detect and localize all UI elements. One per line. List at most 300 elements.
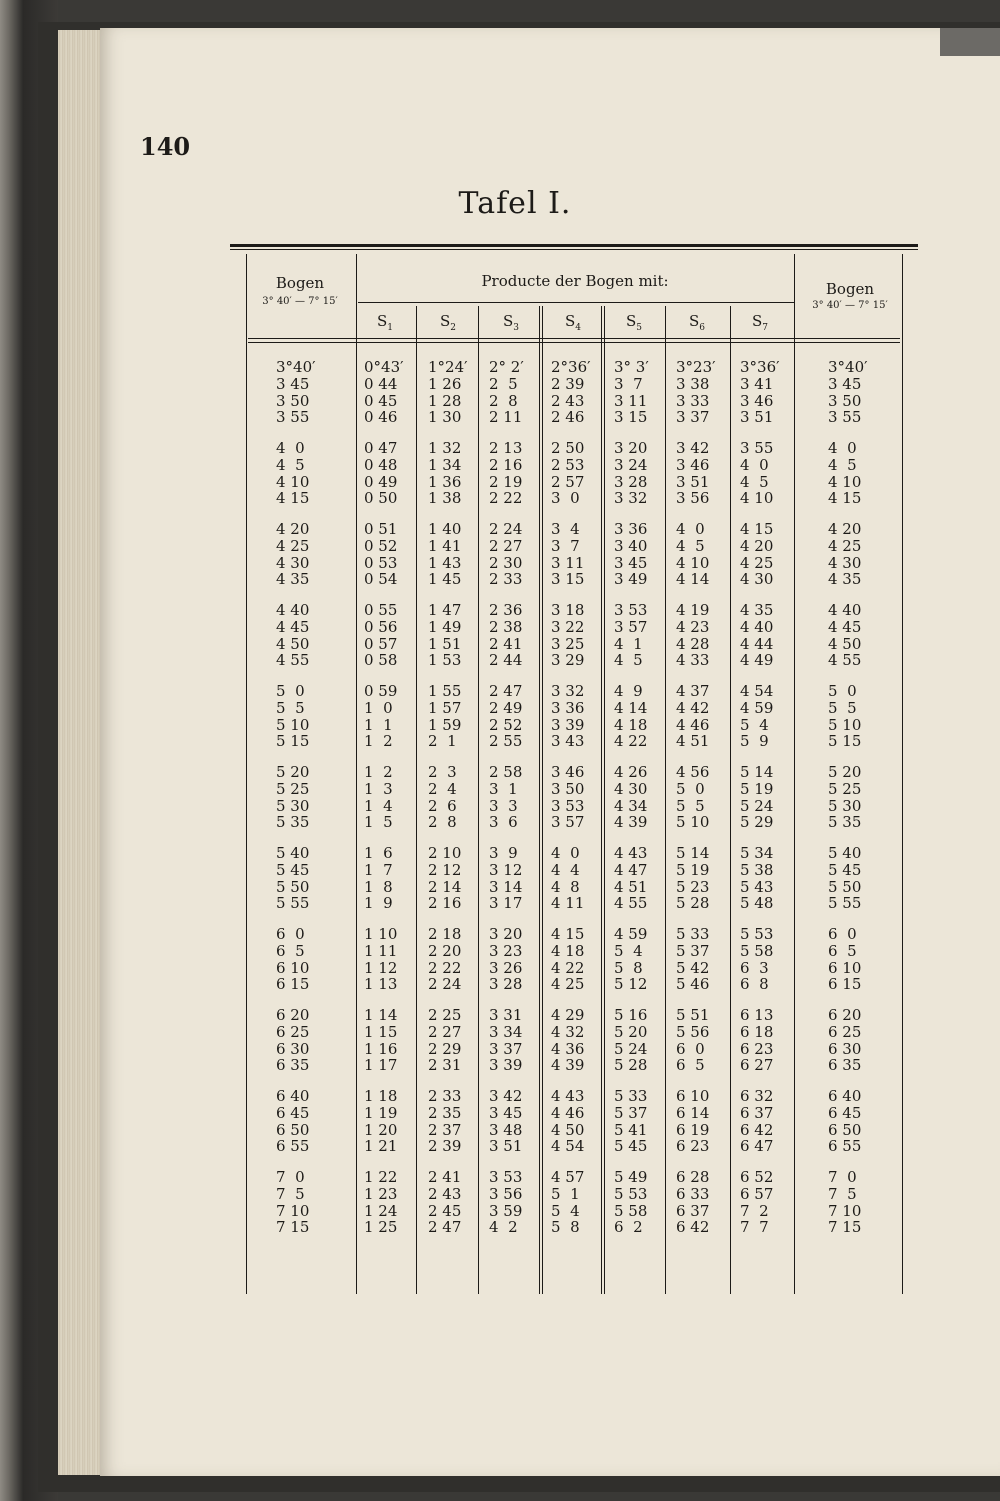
table-cell-bogen-right: 5 55 (828, 894, 862, 913)
table-cell-bogen-right: 6 10 (828, 958, 862, 977)
table-cell-s1: 1 12 (364, 958, 398, 977)
table-cell-s2: 2 12 (428, 860, 462, 879)
table-cell-s4: 3 25 (551, 634, 585, 653)
table-cell-s3: 2 58 (489, 763, 523, 781)
table-cell-s3: 2 8 (489, 391, 518, 410)
table-cell-s6: 3 42 (676, 439, 710, 457)
table-cell-s2: 2 22 (428, 958, 462, 977)
table-cell-s6: 6 33 (676, 1184, 710, 1203)
table-cell-s3: 3 28 (489, 975, 523, 994)
table-cell-s1: 1 17 (364, 1056, 398, 1075)
table-cell-s3: 3 3 (489, 796, 518, 815)
table-cell-s3: 3 12 (489, 860, 523, 879)
table-cell-bogen: 5 35 (276, 813, 310, 832)
table-cell-s6: 4 23 (676, 617, 710, 636)
header-rule-1 (248, 338, 900, 339)
table-cell-bogen: 3 50 (276, 391, 310, 410)
vline-after-bogen (356, 254, 357, 1294)
table-cell-s7: 6 23 (740, 1039, 774, 1058)
table-cell-s4: 3 43 (551, 732, 585, 751)
vline-after-s3-a (539, 306, 540, 1294)
table-cell-s4: 4 22 (551, 958, 585, 977)
table-cell-s4: 3 50 (551, 779, 585, 798)
table-cell-bogen: 5 25 (276, 779, 310, 798)
table-cell-s2: 2 18 (428, 925, 462, 943)
table-cell-s1: 1 8 (364, 877, 393, 896)
table-cell-s2: 2 10 (428, 844, 462, 862)
table-cell-s6: 5 14 (676, 844, 710, 862)
table-cell-s4: 3 36 (551, 698, 585, 717)
table-cell-bogen: 4 5 (276, 455, 305, 474)
table-cell-s2: 2 45 (428, 1201, 462, 1220)
vline-after-s7 (794, 254, 795, 1294)
table-cell-s3: 2 41 (489, 634, 523, 653)
table-cell-s4: 4 25 (551, 975, 585, 994)
table-cell-s1: 0°43′ (364, 358, 404, 376)
table-cell-s2: 1°24′ (428, 358, 468, 376)
table-cell-s6: 4 10 (676, 553, 710, 572)
table-cell-s4: 3 29 (551, 651, 585, 670)
table-cell-bogen-right: 6 20 (828, 1006, 862, 1024)
table-cell-bogen: 6 50 (276, 1120, 310, 1139)
table-cell-bogen-right: 6 25 (828, 1022, 862, 1041)
table-cell-bogen-right: 6 30 (828, 1039, 862, 1058)
table-cell-s2: 2 24 (428, 975, 462, 994)
table-cell-s6: 6 5 (676, 1056, 705, 1075)
products-header: Producte der Bogen mit: (481, 272, 669, 290)
table-cell-s3: 3 42 (489, 1087, 523, 1105)
table-cell-s1: 1 2 (364, 732, 393, 751)
table-cell-bogen: 5 30 (276, 796, 310, 815)
table-cell-bogen-right: 3 55 (828, 408, 862, 427)
table-cell-bogen-right: 5 30 (828, 796, 862, 815)
table-cell-s5: 3 28 (614, 472, 648, 491)
table-cell-s2: 2 1 (428, 732, 457, 751)
table-cell-s5: 3 36 (614, 520, 648, 538)
table-cell-s4: 2°36′ (551, 358, 591, 376)
table-cell-s3: 2 13 (489, 439, 523, 457)
table-cell-s4: 4 11 (551, 894, 585, 913)
table-cell-s7: 6 18 (740, 1022, 774, 1041)
table-cell-bogen-right: 3 45 (828, 374, 862, 393)
table-cell-s6: 5 51 (676, 1006, 710, 1024)
table-cell-s2: 1 28 (428, 391, 462, 410)
table-cell-s5: 5 41 (614, 1120, 648, 1139)
table-cell-s1: 1 21 (364, 1137, 398, 1156)
page-number: 140 (140, 132, 191, 161)
table-cell-s7: 3 51 (740, 408, 774, 427)
table-cell-s1: 0 44 (364, 374, 398, 393)
table-cell-s5: 3 15 (614, 408, 648, 427)
table-cell-s7: 5 58 (740, 941, 774, 960)
table-cell-bogen-right: 4 45 (828, 617, 862, 636)
table-cell-s1: 0 58 (364, 651, 398, 670)
table-cell-bogen-right: 4 40 (828, 601, 862, 619)
table-cell-s5: 3 24 (614, 455, 648, 474)
table-cell-s7: 4 40 (740, 617, 774, 636)
table-cell-s7: 4 35 (740, 601, 774, 619)
vline-after-s1 (416, 306, 417, 1294)
table-cell-s6: 5 28 (676, 894, 710, 913)
table-cell-s6: 5 56 (676, 1022, 710, 1041)
table-cell-s3: 3 9 (489, 844, 518, 862)
table-cell-s3: 3 17 (489, 894, 523, 913)
table-cell-s7: 5 24 (740, 796, 774, 815)
table-cell-s4: 3 7 (551, 536, 580, 555)
table-cell-s5: 5 53 (614, 1184, 648, 1203)
table-cell-s5: 5 24 (614, 1039, 648, 1058)
table-cell-s1: 0 46 (364, 408, 398, 427)
table-cell-s3: 2 52 (489, 715, 523, 734)
table-cell-s7: 3 41 (740, 374, 774, 393)
table-cell-s4: 4 32 (551, 1022, 585, 1041)
table-cell-s6: 4 33 (676, 651, 710, 670)
table-cell-s2: 1 40 (428, 520, 462, 538)
table-cell-bogen-right: 6 45 (828, 1103, 862, 1122)
table-cell-s5: 4 5 (614, 651, 643, 670)
table-cell-s3: 3 23 (489, 941, 523, 960)
table-cell-s5: 4 43 (614, 844, 648, 862)
table-cell-s2: 2 16 (428, 894, 462, 913)
table-cell-bogen-right: 4 20 (828, 520, 862, 538)
table-cell-bogen: 6 10 (276, 958, 310, 977)
table-cell-s6: 4 56 (676, 763, 710, 781)
table-cell-bogen: 5 0 (276, 682, 305, 700)
vline-after-s2 (478, 306, 479, 1294)
table-cell-s2: 2 47 (428, 1218, 462, 1237)
table-cell-s6: 6 19 (676, 1120, 710, 1139)
table-cell-s5: 3 53 (614, 601, 648, 619)
table-cell-s6: 5 37 (676, 941, 710, 960)
table-cell-s4: 3 4 (551, 520, 580, 538)
table-cell-s6: 3 51 (676, 472, 710, 491)
col-header-s4: $S_4$ (564, 312, 581, 333)
table-cell-s3: 2 19 (489, 472, 523, 491)
table-cell-bogen: 3 45 (276, 374, 310, 393)
table-cell-bogen: 6 35 (276, 1056, 310, 1075)
table-cell-s5: 4 55 (614, 894, 648, 913)
table-cell-bogen: 7 0 (276, 1168, 305, 1186)
table-cell-s2: 1 49 (428, 617, 462, 636)
table-cell-bogen-right: 6 35 (828, 1056, 862, 1075)
table-cell-s3: 2 5 (489, 374, 518, 393)
vline-after-s4-b (604, 306, 605, 1294)
table-cell-s2: 1 34 (428, 455, 462, 474)
table-cell-s7: 4 54 (740, 682, 774, 700)
table-cell-bogen: 4 35 (276, 570, 310, 589)
col-header-s2: $S_2$ (439, 312, 456, 333)
table-cell-bogen-right: 6 50 (828, 1120, 862, 1139)
table-cell-bogen-right: 4 10 (828, 472, 862, 491)
table-cell-s2: 1 57 (428, 698, 462, 717)
subheader-rule (358, 302, 794, 303)
table-cell-s5: 4 18 (614, 715, 648, 734)
table-cell-bogen: 4 10 (276, 472, 310, 491)
table-cell-bogen-right: 5 20 (828, 763, 862, 781)
table-cell-bogen: 6 25 (276, 1022, 310, 1041)
arc-products-table (130, 218, 888, 1298)
table-cell-bogen-right: 7 0 (828, 1168, 857, 1186)
table-cell-s7: 6 47 (740, 1137, 774, 1156)
top-rule-thin (230, 249, 918, 250)
table-cell-s6: 4 37 (676, 682, 710, 700)
table-cell-s7: 3°36′ (740, 358, 780, 376)
table-cell-s4: 2 53 (551, 455, 585, 474)
table-cell-s5: 3 11 (614, 391, 648, 410)
table-cell-bogen: 4 30 (276, 553, 310, 572)
table-cell-bogen: 4 25 (276, 536, 310, 555)
table-cell-s4: 4 46 (551, 1103, 585, 1122)
table-cell-s3: 3 45 (489, 1103, 523, 1122)
table-cell-s6: 5 0 (676, 779, 705, 798)
table-cell-s7: 6 37 (740, 1103, 774, 1122)
table-cell-s2: 2 27 (428, 1022, 462, 1041)
table-cell-s2: 1 30 (428, 408, 462, 427)
table-cell-bogen: 3 55 (276, 408, 310, 427)
table-cell-s5: 5 20 (614, 1022, 648, 1041)
table-cell-s4: 4 50 (551, 1120, 585, 1139)
table-cell-s4: 4 18 (551, 941, 585, 960)
table-cell-s7: 5 29 (740, 813, 774, 832)
table-cell-bogen-right: 4 35 (828, 570, 862, 589)
table-cell-s4: 4 8 (551, 877, 580, 896)
table-cell-s5: 4 26 (614, 763, 648, 781)
table-cell-s2: 2 29 (428, 1039, 462, 1058)
table-cell-bogen-right: 5 45 (828, 860, 862, 879)
table-cell-s7: 5 53 (740, 925, 774, 943)
table-cell-s7: 4 20 (740, 536, 774, 555)
table-cell-s3: 2 44 (489, 651, 523, 670)
table-cell-s6: 4 46 (676, 715, 710, 734)
right-bogen-range: 3° 40′ — 7° 15′ (812, 300, 888, 311)
table-cell-s7: 5 43 (740, 877, 774, 896)
table-cell-bogen: 4 55 (276, 651, 310, 670)
table-cell-s7: 4 25 (740, 553, 774, 572)
table-cell-s7: 4 44 (740, 634, 774, 653)
table-cell-bogen: 5 15 (276, 732, 310, 751)
table-cell-s5: 3 45 (614, 553, 648, 572)
vline-after-s3-b (542, 306, 543, 1294)
table-cell-s7: 6 27 (740, 1056, 774, 1075)
table-cell-s3: 3 37 (489, 1039, 523, 1058)
table-cell-bogen: 5 20 (276, 763, 310, 781)
table-cell-s1: 0 55 (364, 601, 398, 619)
vline-after-s6 (730, 306, 731, 1294)
table-cell-bogen: 5 40 (276, 844, 310, 862)
table-cell-s6: 5 46 (676, 975, 710, 994)
table-cell-s1: 1 1 (364, 715, 393, 734)
table-cell-s1: 0 51 (364, 520, 398, 538)
table-cell-bogen: 6 30 (276, 1039, 310, 1058)
table-cell-s4: 2 43 (551, 391, 585, 410)
table-cell-s2: 2 39 (428, 1137, 462, 1156)
table-cell-s1: 1 19 (364, 1103, 398, 1122)
table-cell-s7: 5 34 (740, 844, 774, 862)
table-cell-s5: 5 37 (614, 1103, 648, 1122)
table-cell-s2: 2 31 (428, 1056, 462, 1075)
table-cell-s6: 5 33 (676, 925, 710, 943)
table-cell-bogen-right: 5 0 (828, 682, 857, 700)
table-cell-s2: 2 35 (428, 1103, 462, 1122)
table-cell-s6: 3 37 (676, 408, 710, 427)
table-cell-bogen-right: 5 35 (828, 813, 862, 832)
table-cell-s1: 1 7 (364, 860, 393, 879)
table-cell-s2: 1 47 (428, 601, 462, 619)
table-cell-bogen-right: 4 55 (828, 651, 862, 670)
table-cell-s1: 1 15 (364, 1022, 398, 1041)
table-cell-s1: 1 3 (364, 779, 393, 798)
table-cell-s7: 6 13 (740, 1006, 774, 1024)
table-cell-s7: 6 52 (740, 1168, 774, 1186)
table-cell-bogen-right: 4 0 (828, 439, 857, 457)
table-cell-s6: 5 19 (676, 860, 710, 879)
table-cell-s7: 4 15 (740, 520, 774, 538)
col-header-s1: $S_1$ (376, 312, 393, 333)
table-cell-s4: 4 43 (551, 1087, 585, 1105)
table-cell-s3: 2 22 (489, 489, 523, 508)
table-cell-s6: 5 23 (676, 877, 710, 896)
table-cell-bogen: 5 5 (276, 698, 305, 717)
table-cell-bogen-right: 6 40 (828, 1087, 862, 1105)
table-cell-bogen: 5 50 (276, 877, 310, 896)
table-cell-s5: 5 45 (614, 1137, 648, 1156)
table-cell-s3: 3 34 (489, 1022, 523, 1041)
table-cell-s4: 5 8 (551, 1218, 580, 1237)
table-cell-bogen-right: 5 5 (828, 698, 857, 717)
table-cell-s5: 4 39 (614, 813, 648, 832)
table-cell-s2: 1 32 (428, 439, 462, 457)
table-cell-s1: 1 9 (364, 894, 393, 913)
table-cell-s1: 1 5 (364, 813, 393, 832)
table-cell-s4: 3 11 (551, 553, 585, 572)
table-cell-s5: 3 32 (614, 489, 648, 508)
table-cell-s6: 6 28 (676, 1168, 710, 1186)
table-cell-s1: 1 6 (364, 844, 393, 862)
table-cell-bogen-right: 6 5 (828, 941, 857, 960)
table-cell-s2: 1 55 (428, 682, 462, 700)
table-cell-s6: 4 42 (676, 698, 710, 717)
table-cell-bogen-right: 5 50 (828, 877, 862, 896)
table-cell-s4: 4 15 (551, 925, 585, 943)
table-cell-s1: 1 4 (364, 796, 393, 815)
table-cell-s6: 6 10 (676, 1087, 710, 1105)
table-cell-s4: 4 4 (551, 860, 580, 879)
table-cell-s6: 4 0 (676, 520, 705, 538)
table-cell-bogen-right: 4 25 (828, 536, 862, 555)
table-cell-s5: 5 8 (614, 958, 643, 977)
table-cell-s5: 4 59 (614, 925, 648, 943)
table-cell-s1: 1 2 (364, 763, 393, 781)
table-cell-s7: 7 2 (740, 1201, 769, 1220)
table-cell-s3: 3 53 (489, 1168, 523, 1186)
table-cell-s2: 1 41 (428, 536, 462, 555)
table-cell-s7: 3 46 (740, 391, 774, 410)
table-cell-s6: 3 33 (676, 391, 710, 410)
table-cell-bogen-right: 5 15 (828, 732, 862, 751)
table-cell-s3: 2 49 (489, 698, 523, 717)
table-cell-s2: 1 51 (428, 634, 462, 653)
table-cell-bogen-right: 6 55 (828, 1137, 862, 1156)
table-cell-bogen-right: 4 50 (828, 634, 862, 653)
table-cell-s4: 4 39 (551, 1056, 585, 1075)
table-cell-s4: 3 22 (551, 617, 585, 636)
vline-after-s4-a (601, 306, 602, 1294)
table-cell-s4: 5 4 (551, 1201, 580, 1220)
top-rule-thick (230, 244, 918, 247)
table-cell-s2: 2 43 (428, 1184, 462, 1203)
table-cell-s4: 4 0 (551, 844, 580, 862)
table-cell-s4: 3 15 (551, 570, 585, 589)
table-cell-s6: 5 10 (676, 813, 710, 832)
table-cell-s3: 3 6 (489, 813, 518, 832)
table-cell-s3: 3 39 (489, 1056, 523, 1075)
table-cell-s4: 3 57 (551, 813, 585, 832)
col-header-s3: $S_3$ (502, 312, 519, 333)
table-cell-bogen: 4 0 (276, 439, 305, 457)
table-cell-s5: 4 51 (614, 877, 648, 896)
table-cell-s3: 2 55 (489, 732, 523, 751)
table-cell-s6: 6 0 (676, 1039, 705, 1058)
table-cell-s2: 2 3 (428, 763, 457, 781)
table-cell-s6: 6 23 (676, 1137, 710, 1156)
table-cell-s3: 3 59 (489, 1201, 523, 1220)
table-cell-s3: 2 30 (489, 553, 523, 572)
table-cell-s7: 5 48 (740, 894, 774, 913)
table-cell-bogen-right: 7 15 (828, 1218, 862, 1237)
table-cell-s2: 2 4 (428, 779, 457, 798)
table-cell-s7: 7 7 (740, 1218, 769, 1237)
table-cell-s3: 3 56 (489, 1184, 523, 1203)
table-cell-s5: 3° 3′ (614, 358, 649, 376)
table-cell-s6: 5 42 (676, 958, 710, 977)
table-cell-bogen: 5 10 (276, 715, 310, 734)
table-cell-s5: 4 9 (614, 682, 643, 700)
table-cell-s1: 0 49 (364, 472, 398, 491)
table-cell-s7: 5 9 (740, 732, 769, 751)
table-cell-s2: 2 14 (428, 877, 462, 896)
table-cell-s5: 5 12 (614, 975, 648, 994)
table-cell-s7: 4 5 (740, 472, 769, 491)
table-cell-s5: 4 1 (614, 634, 643, 653)
table-cell-s4: 2 39 (551, 374, 585, 393)
table-cell-s6: 6 37 (676, 1201, 710, 1220)
table-cell-s4: 3 0 (551, 489, 580, 508)
table-cell-bogen-right: 4 30 (828, 553, 862, 572)
table-cell-bogen: 7 15 (276, 1218, 310, 1237)
table-cell-s7: 4 59 (740, 698, 774, 717)
table-cell-s5: 4 30 (614, 779, 648, 798)
header-rule-2 (248, 342, 900, 343)
table-cell-bogen: 5 55 (276, 894, 310, 913)
table-cell-s2: 1 26 (428, 374, 462, 393)
table-cell-s2: 2 41 (428, 1168, 462, 1186)
table-cell-s5: 5 28 (614, 1056, 648, 1075)
table-cell-s1: 1 23 (364, 1184, 398, 1203)
table-cell-s1: 1 14 (364, 1006, 398, 1024)
table-title: Tafel I. (458, 186, 572, 221)
table-cell-s2: 1 36 (428, 472, 462, 491)
table-cell-s3: 2 27 (489, 536, 523, 555)
table-cell-s4: 2 46 (551, 408, 585, 427)
table-cell-bogen: 6 45 (276, 1103, 310, 1122)
table-cell-s2: 2 33 (428, 1087, 462, 1105)
page-corner-shadow (940, 28, 1000, 56)
table-cell-s1: 0 53 (364, 553, 398, 572)
table-cell-s6: 4 51 (676, 732, 710, 751)
table-cell-s2: 2 20 (428, 941, 462, 960)
table-cell-s6: 6 42 (676, 1218, 710, 1237)
table-cell-s5: 3 7 (614, 374, 643, 393)
